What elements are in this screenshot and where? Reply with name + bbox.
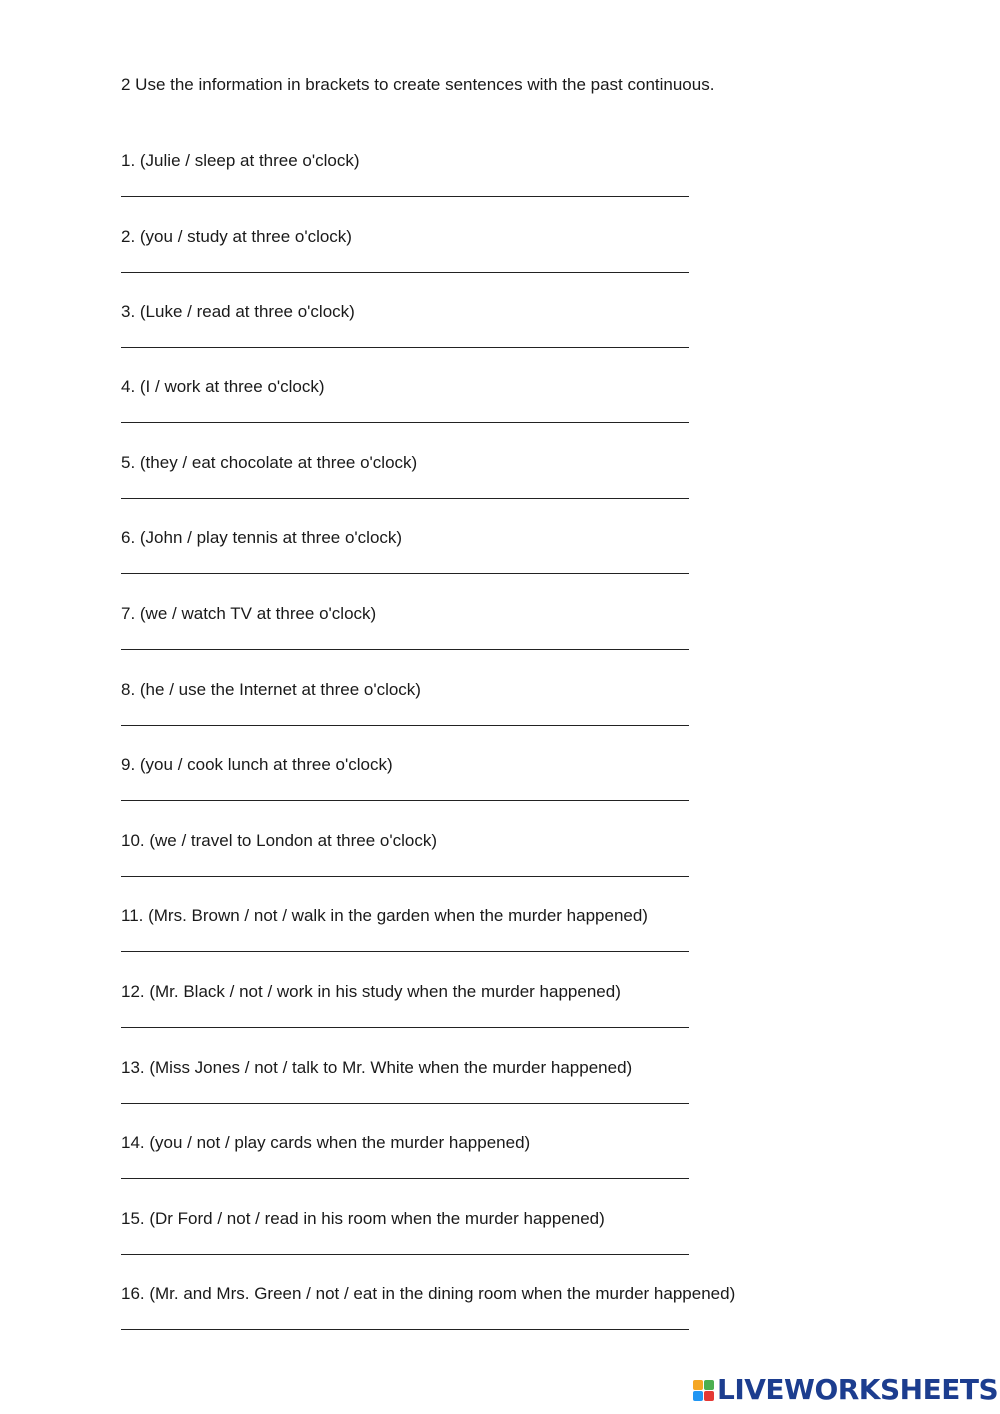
answer-line <box>121 1027 689 1028</box>
answer-input[interactable] <box>121 781 689 799</box>
question-item <box>121 1284 821 1344</box>
answer-line <box>121 272 689 273</box>
question-prompt: 8. (he / use the Internet at three o'clock) <box>121 680 421 699</box>
answer-input[interactable] <box>121 253 689 271</box>
question-prompt: 9. (you / cook lunch at three o'clock) <box>121 755 393 774</box>
answer-input[interactable] <box>121 1008 689 1026</box>
answer-line <box>121 196 689 197</box>
answer-input[interactable] <box>121 857 689 875</box>
answer-input[interactable] <box>121 630 689 648</box>
question-item <box>121 604 821 664</box>
answer-input[interactable] <box>121 1159 689 1177</box>
answer-line <box>121 876 689 877</box>
answer-line <box>121 1178 689 1179</box>
answer-input[interactable] <box>121 1310 689 1328</box>
answer-line <box>121 1254 689 1255</box>
answer-input[interactable] <box>121 706 689 724</box>
question-prompt: 6. (John / play tennis at three o'clock) <box>121 528 403 547</box>
answer-line <box>121 649 689 650</box>
question-prompt: 4. (I / work at three o'clock) <box>121 377 325 396</box>
question-prompt: 5. (they / eat chocolate at three o'clock) <box>121 453 418 472</box>
question-item <box>121 906 821 966</box>
question-item <box>121 831 821 891</box>
answer-line <box>121 347 689 348</box>
question-prompt: 7. (we / watch TV at three o'clock) <box>121 604 377 623</box>
logo-square <box>693 1380 703 1390</box>
question-item <box>121 755 821 815</box>
answer-input[interactable] <box>121 1084 689 1102</box>
question-item <box>121 453 821 513</box>
liveworksheets-logo[interactable] <box>693 1374 998 1406</box>
question-item <box>121 1058 821 1118</box>
question-prompt: 14. (you / not / play cards when the murder happened) <box>121 1133 531 1152</box>
answer-line <box>121 422 689 423</box>
question-prompt: 11. (Mrs. Brown / not / walk in the garden when the murder happened) <box>121 906 648 925</box>
question-prompt: 2. (you / study at three o'clock) <box>121 227 352 246</box>
question-item <box>121 1209 821 1269</box>
answer-input[interactable] <box>121 479 689 497</box>
logo-square <box>704 1391 714 1401</box>
logo-square <box>704 1380 714 1390</box>
answer-input[interactable] <box>121 1235 689 1253</box>
answer-input[interactable] <box>121 554 689 572</box>
question-item <box>121 302 821 362</box>
question-item <box>121 982 821 1042</box>
question-prompt: 10. (we / travel to London at three o'clock) <box>121 831 438 850</box>
answer-line <box>121 1103 689 1104</box>
question-prompt: 13. (Miss Jones / not / talk to Mr. White when the murder happened) <box>121 1058 633 1077</box>
answer-line <box>121 725 689 726</box>
question-item <box>121 1133 821 1193</box>
question-prompt: 3. (Luke / read at three o'clock) <box>121 302 355 321</box>
question-prompt: 12. (Mr. Black / not / work in his study when the murder happened) <box>121 982 621 1001</box>
instruction-text: 2 Use the information in brackets to create sentences with the past continuous. <box>121 75 715 94</box>
question-item <box>121 377 821 437</box>
question-item <box>121 680 821 740</box>
answer-input[interactable] <box>121 328 689 346</box>
answer-line <box>121 573 689 574</box>
answer-line <box>121 951 689 952</box>
answer-input[interactable] <box>121 932 689 950</box>
logo-square <box>693 1391 703 1401</box>
answer-line <box>121 800 689 801</box>
answer-line <box>121 1329 689 1330</box>
question-item <box>121 528 821 588</box>
answer-input[interactable] <box>121 177 689 195</box>
answer-line <box>121 498 689 499</box>
answer-input[interactable] <box>121 403 689 421</box>
logo-text: LIVEWORKSHEETS <box>717 1373 999 1406</box>
question-item <box>121 151 821 211</box>
question-prompt: 16. (Mr. and Mrs. Green / not / eat in the dining room when the murder happened) <box>121 1284 736 1303</box>
question-item <box>121 227 821 287</box>
question-prompt: 15. (Dr Ford / not / read in his room when the murder happened) <box>121 1209 605 1228</box>
liveworksheets-logo-icon <box>693 1380 714 1401</box>
question-prompt: 1. (Julie / sleep at three o'clock) <box>121 151 360 170</box>
